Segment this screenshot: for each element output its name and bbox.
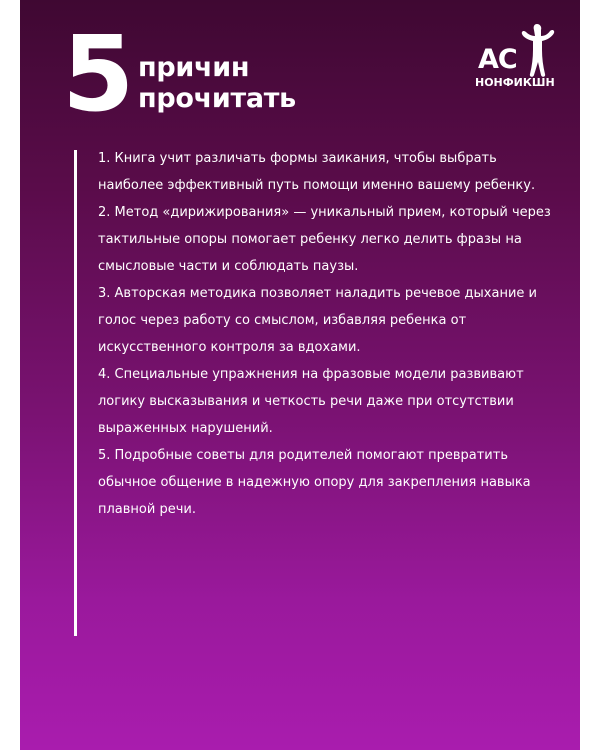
logo-letters: AC [478,44,517,75]
reason-count-number: 5 [62,13,135,135]
list-item: 1. Книга учит различать формы заикания, чтобы выбрать наиболее эффективный путь помощи именно вашему ребенку. [98,151,536,193]
publisher-logo [475,20,565,95]
title-line-2: прочитать [138,83,296,114]
list-item: 4. Специальные упражнения на фразовые модели развивают логику высказывания и четкость речи даже при отсутствии выраженных нарушений. [98,367,524,436]
list-item: 3. Авторская методика позволяет наладить речевое дыхание и голос через работу со смыслом, избавляя ребенка от искусственного контроля за вдохами. [98,286,537,355]
person-figure-icon [519,22,559,78]
promo-card [20,0,580,750]
page-title [138,52,296,114]
list-item: 2. Метод «дирижирования» — уникальный прием, который через тактильные опоры помогает ребенку легко делить фразы на смысловые части и соблюдать паузы. [98,205,551,274]
reasons-list [98,145,553,523]
list-item: 5. Подробные советы для родителей помогают превратить обычное общение в надежную опору для закрепления навыка плавной речи. [98,448,531,517]
title-line-1: причин [138,52,250,83]
logo-subtitle: НОНФИКШН [475,76,555,89]
vertical-divider [74,150,77,636]
